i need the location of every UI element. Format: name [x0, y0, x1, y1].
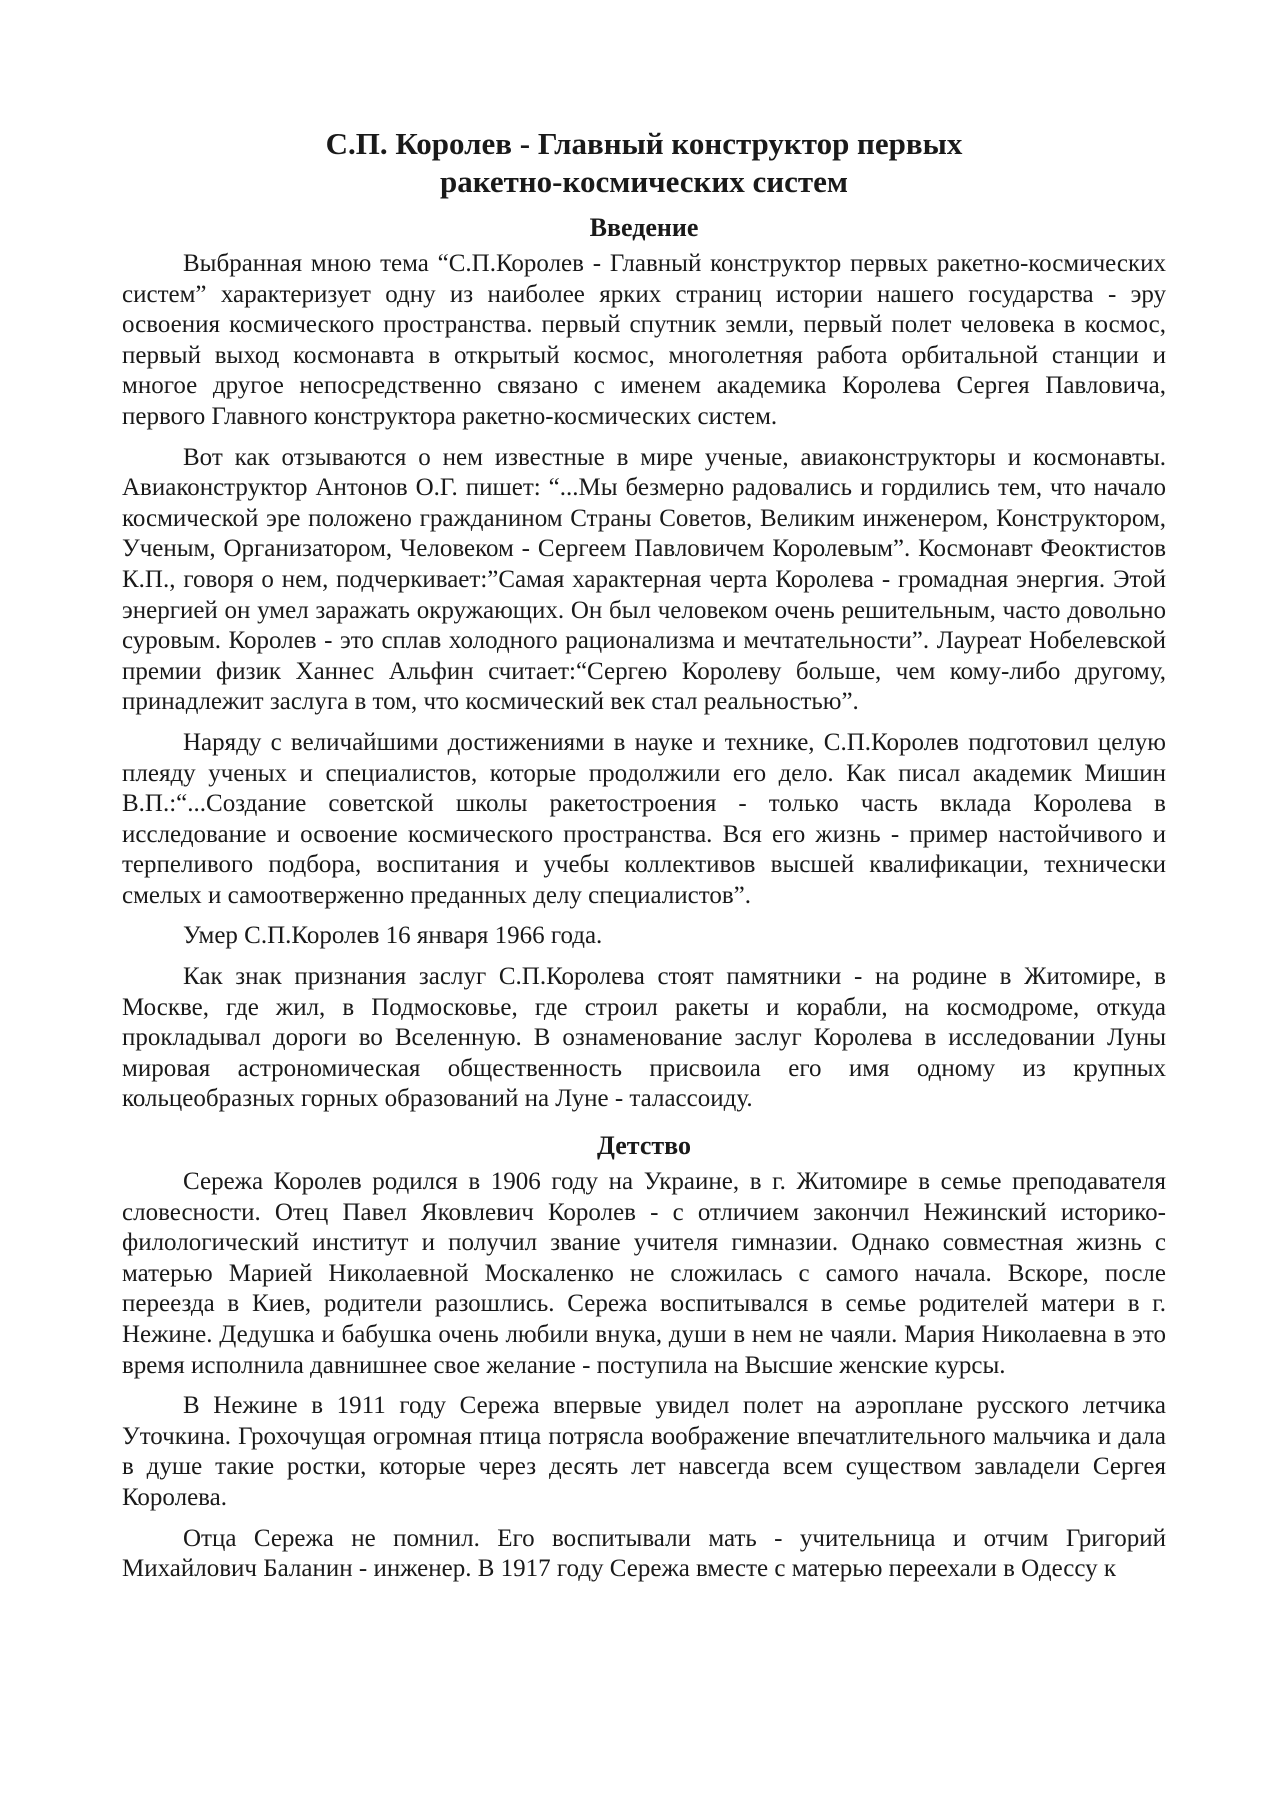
title-line-2: ракетно-космических систем [439, 164, 849, 199]
paragraph: Умер С.П.Королев 16 января 1966 года. [183, 922, 603, 950]
paragraph: Выбранная мною тема “С.П.Королев - Главный конструктор первых ракетно-космических систем” характеризует одну из наиболее ярких страниц истории нашего государства - эру освоения космического пространства. первый спутник земли, первый полет человека в космос, первый выход космонавта в открытый космос, многолетняя работа орбитальной станции и многое другое непосредственно связано с именем академика Королева Сергея Павловича, первого Главного конструктора ракетно-космических систем. [122, 250, 1166, 430]
section-heading-introduction: Введение [589, 213, 699, 242]
paragraph: Наряду с величайшими достижениями в науке и технике, С.П.Королев подготовил целую плеяду ученых и специалистов, которые продолжили его дело. Как писал академик Мишин В.П.:“...Создание советской школы ракетостроения - только часть вклада Королева в исследование и освоение космического пространства. Вся его жизнь - пример настойчивого и терпеливого подбора, воспитания и учебы коллективов высшей квалификации, технически смелых и самоотверженно преданных делу специалистов”. [122, 728, 1166, 909]
paragraph: Сережа Королев родился в 1906 году на Украине, в г. Житомире в семье преподавателя словесности. Отец Павел Яковлевич Королев - с отличием закончил Нежинский историко-филологический институт и получил звание учителя гимназии. Однако совместная жизнь с матерью Марией Николаевной Москаленко не сложилась с самого начала. Вскоре, после переезда в Киев, родители разошлись. Сережа воспитывался в семье родителей матери в г. Нежине. Дедушка и бабушка очень любили внука, души в нем не чаяли. Мария Николаевна в это время исполнила давнишнее свое желание - поступила на Высшие женские курсы. [122, 1168, 1166, 1379]
paragraph: Отца Сережа не помнил. Его воспитывали мать - учительница и отчим Григорий Михайлович Баланин - инженер. В 1917 году Сережа вместе с матерью переехали в Одессу к [122, 1524, 1166, 1583]
title-line-1: С.П. Королев - Главный конструктор первых [325, 126, 963, 161]
paragraph: Вот как отзываются о нем известные в мире ученые, авиаконструкторы и космонавты. Авиаконструктор Антонов О.Г. пишет: “...Мы безмерно радовались и гордились тем, что начало космической эре положено гражданином Страны Советов, Великим инженером, Конструктором, Ученым, Организатором, Человеком - Сергеем Павловичем Королевым”. Космонавт Феоктистов К.П., говоря о нем, подчеркивает:”Самая характерная черта Королева - громадная энергия. Этой энергией он умел заражать окружающих. Он был человеком очень решительным, часто довольно суровым. Королев - это сплав холодного рационализма и мечтательности”. Лауреат Нобелевской премии физик Ханнес Альфин считает:“Сергею Королеву больше, чем кому-либо другому, принадлежит заслуга в том, что космический век стал реальностью”. [122, 443, 1166, 716]
section-heading-childhood: Детство [596, 1131, 691, 1161]
paragraph: В Нежине в 1911 году Сережа впервые увидел полет на аэроплане русского летчика Уточкина. Грохочущая огромная птица потрясла воображение впечатлительного мальчика и дала в душе такие ростки, которые через десять лет навсегда всем существом завладели Сергея Королева. [122, 1392, 1166, 1511]
document-title [122, 125, 1166, 201]
document-page [122, 0, 1166, 1585]
paragraph: Как знак признания заслуг С.П.Королева стоят памятники - на родине в Житомире, в Москве, где жил, в Подмосковье, где строил ракеты и корабли, на космодроме, откуда прокладывал дороги во Вселенную. В ознаменование заслуг Королева в исследовании Луны мировая астрономическая общественность присвоила его имя одному из крупных кольцеобразных горных образований на Луне - талассоиду. [122, 963, 1166, 1113]
